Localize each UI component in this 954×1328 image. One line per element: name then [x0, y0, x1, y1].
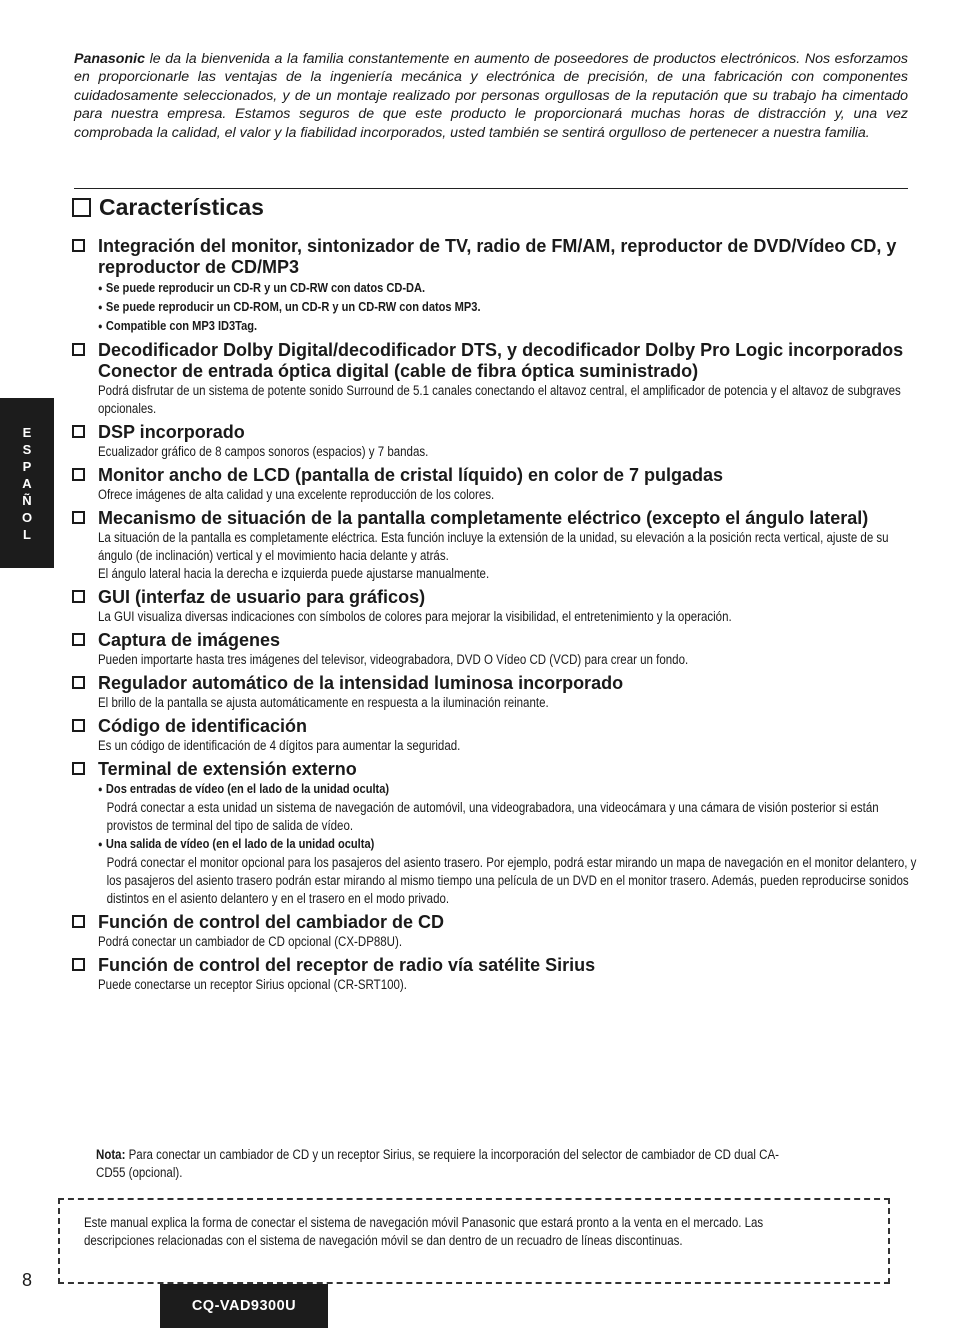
note-label: Nota: [96, 1147, 126, 1162]
feature-title: Mecanismo de situación de la pantalla completamente eléctrico (excepto el ángulo lateral) [98, 508, 869, 528]
feature-item [70, 465, 910, 504]
feature-title: Regulador automático de la intensidad luminosa incorporado [98, 673, 624, 693]
note-text: Para conectar un cambiador de CD y un receptor Sirius, se requiere la incorporación del selector de cambiador de CD dual CA-CD55 (opcional). [96, 1147, 779, 1180]
brand-name: Panasonic [74, 51, 145, 67]
feature-desc: Podrá disfrutar de un sistema de potente sonido Surround de 5.1 canales conectando el altavoz central, el amplificador de potencia y el altavoz de subgraves opcionales. [98, 383, 901, 416]
feature-desc: Ecualizador gráfico de 8 campos sonoros (espacios) y 7 bandas. [98, 444, 429, 459]
feature-desc: Ofrece imágenes de alta calidad y una excelente reproducción de los colores. [98, 487, 495, 502]
feature-item [70, 587, 910, 626]
feature-bullet: ● Una salida de vídeo (en el lado de la unidad oculta) [98, 835, 903, 854]
feature-item [70, 340, 910, 418]
feature-desc: Podrá conectar a esta unidad un sistema de navegación de automóvil, una videograbadora, una videocámara y una cámara de visión posterior si están provistos de terminal del tipo de salida de vídeo. [106, 800, 879, 833]
feature-title: Decodificador Dolby Digital/decodificador DTS, y decodificador Dolby Pro Logic incorporados Conector de entrada óptica digital (cable de fibra óptica suministrado) [98, 340, 904, 381]
checkbox-icon [72, 343, 85, 356]
feature-desc: Podrá conectar el monitor opcional para los pasajeros del asiento trasero. Por ejemplo, podrá estar mirando un mapa de navegación en el monitor delantero, y los pasajeros del asiento trasero podrán estar mirando al mismo tiempo una película de un DVD en el monitor trasero. Además, pueden reproducirse sonidos distintos en el asiento delantero y en el trasero en el modo privado. [106, 855, 917, 906]
feature-item [70, 630, 910, 669]
tab-letter: S [22, 441, 32, 457]
tab-letter: A [22, 475, 32, 491]
note [96, 1146, 801, 1182]
checkbox-icon [72, 633, 85, 646]
feature-desc: Podrá conectar un cambiador de CD opcional (CX-DP88U). [98, 934, 403, 949]
feature-item [70, 955, 910, 994]
tab-letter: Ñ [22, 492, 32, 508]
feature-desc: Pueden importarte hasta tres imágenes del televisor, videograbadora, DVD O Vídeo CD (VCD) para crear un fondo. [98, 652, 689, 667]
section-heading [72, 194, 264, 221]
page-number: 8 [22, 1270, 33, 1290]
feature-bullet: ● Dos entradas de vídeo (en el lado de la unidad oculta) [98, 780, 903, 799]
feature-title: Integración del monitor, sintonizador de TV, radio de FM/AM, reproductor de DVD/Vídeo CD, y reproductor de CD/MP3 [98, 236, 897, 277]
divider [74, 188, 908, 189]
feature-title: Captura de imágenes [98, 630, 281, 650]
language-tab [0, 398, 54, 568]
feature-item [70, 236, 910, 336]
feature-bullet: ● Se puede reproducir un CD-ROM, un CD-R y un CD-RW con datos MP3. [98, 298, 903, 317]
feature-title: Monitor ancho de LCD (pantalla de cristal líquido) en color de 7 pulgadas [98, 465, 724, 485]
checkbox-icon [72, 719, 85, 732]
checkbox-icon [72, 762, 85, 775]
feature-title: Código de identificación [98, 716, 308, 736]
checkbox-icon [72, 676, 85, 689]
feature-desc: Puede conectarse un receptor Sirius opcional (CR-SRT100). [98, 977, 407, 992]
checkbox-icon [72, 239, 85, 252]
feature-desc: La situación de la pantalla es completamente eléctrica. Esta función incluye la extensión de la unidad, su elevación a la posición recta vertical, ajuste de su ángulo (de inclinación) vertical y el movimiento hacia delante y atrás. [98, 530, 889, 563]
feature-item [70, 508, 910, 583]
tab-letter: E [22, 424, 32, 440]
feature-desc: El ángulo lateral hacia la derecha e izquierda puede ajustarse manualmente. [98, 566, 490, 581]
boxed-note: Este manual explica la forma de conectar el sistema de navegación móvil Panasonic que estará pronto a la venta en el mercado. Las descripciones relacionadas con el sistema de navegación móvil se dan dentro de un recuadro de líneas discontinuas. [84, 1215, 764, 1248]
feature-title: DSP incorporado [98, 422, 245, 442]
feature-desc: El brillo de la pantalla se ajusta automáticamente en respuesta a la iluminación reinante. [98, 695, 549, 710]
feature-title: Función de control del cambiador de CD [98, 912, 445, 932]
feature-bullet: ● Se puede reproducir un CD-R y un CD-RW con datos CD-DA. [98, 279, 903, 298]
checkbox-icon [72, 958, 85, 971]
feature-item [70, 759, 917, 908]
checkbox-icon [72, 425, 85, 438]
intro-text: le da la bienvenida a la familia constantemente en aumento de poseedores de productos electrónicos. Nos esforzamos en proporcionarle las ventajas de la ingeniería mecánica y electrónica de precisión, de una fabricación con componentes cuidadosamente seleccionados, y de un montaje realizado por personas orgullosas de la reputación que su trabajo ha cimentado para nuestra empresa. Estamos seguros de que este producto le proporcionará muchas horas de distracción y, una vez comprobada la calidad, el valor y la fiabilidad incorporados, usted también se sentirá orgulloso de pertenecer a nuestra familia. [74, 51, 908, 141]
feature-item [70, 716, 910, 755]
checkbox-icon [72, 915, 85, 928]
intro-paragraph [74, 50, 908, 142]
feature-item [70, 912, 910, 951]
feature-title: GUI (interfaz de usuario para gráficos) [98, 587, 426, 607]
feature-title: Terminal de extensión externo [98, 759, 357, 779]
features-list [70, 236, 917, 998]
feature-desc: Es un código de identificación de 4 dígitos para aumentar la seguridad. [98, 738, 461, 753]
tab-letter: P [22, 458, 32, 474]
checkbox-icon [72, 198, 91, 217]
checkbox-icon [72, 511, 85, 524]
feature-item [70, 673, 910, 712]
section-title: Características [99, 194, 264, 220]
model-badge: CQ-VAD9300U [160, 1284, 328, 1328]
feature-desc: La GUI visualiza diversas indicaciones con símbolos de colores para mejorar la visibilidad, el entretenimiento y la operación. [98, 609, 732, 624]
feature-title: Función de control del receptor de radio vía satélite Sirius [98, 955, 596, 975]
checkbox-icon [72, 590, 85, 603]
tab-letter: L [23, 526, 31, 542]
checkbox-icon [72, 468, 85, 481]
tab-letter: O [21, 509, 33, 525]
feature-bullet: ● Compatible con MP3 ID3Tag. [98, 317, 903, 336]
feature-item [70, 422, 910, 461]
